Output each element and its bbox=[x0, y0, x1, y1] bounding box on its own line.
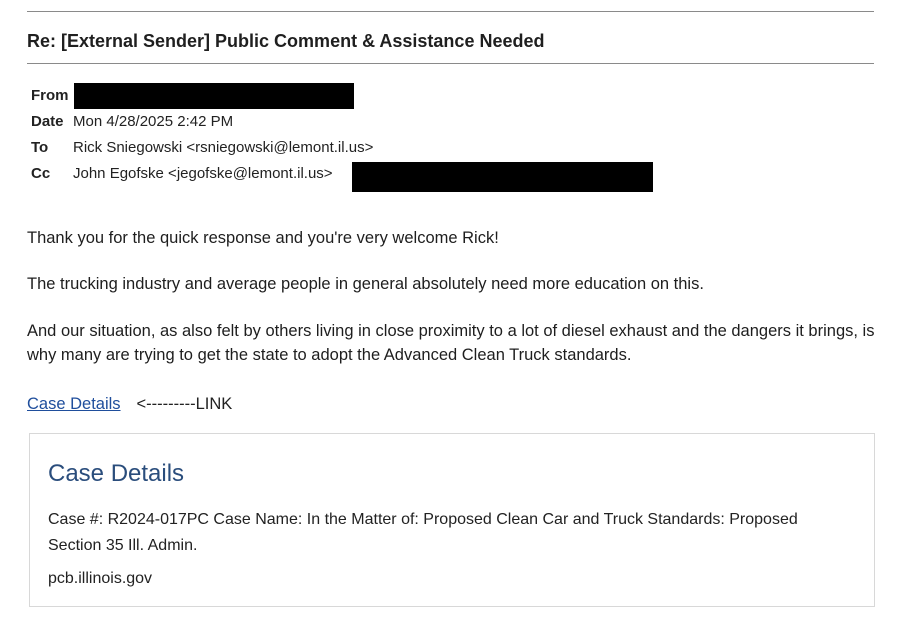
body-paragraph-2: The trucking industry and average people in general absolutely need more education on this. bbox=[27, 275, 704, 293]
link-preview-card[interactable] bbox=[29, 433, 875, 607]
link-line bbox=[27, 395, 232, 414]
date-label: Date bbox=[31, 113, 64, 130]
card-domain: pcb.illinois.gov bbox=[48, 570, 153, 587]
cc-label: Cc bbox=[31, 165, 51, 182]
body-paragraph-3: And our situation, as also felt by others living in close proximity to a lot of diesel exhaust and the dangers it brings, is why many are trying to get the state to adopt the Advanced Clean Truck standards. bbox=[27, 322, 875, 364]
to-recipient[interactable]: Rick Sniegowski <rsniegowski@lemont.il.us> bbox=[73, 139, 374, 156]
case-details-link[interactable]: Case Details bbox=[27, 395, 121, 413]
top-divider bbox=[27, 11, 874, 12]
cc-recipient[interactable]: John Egofske <jegofske@lemont.il.us> bbox=[73, 165, 333, 182]
from-label: From bbox=[31, 87, 69, 104]
subject-divider bbox=[27, 63, 874, 64]
to-label: To bbox=[31, 139, 49, 156]
cc-row bbox=[31, 165, 333, 182]
link-annotation: <---------LINK bbox=[136, 395, 233, 413]
from-row bbox=[31, 87, 73, 104]
email-subject: Re: [External Sender] Public Comment & Assistance Needed bbox=[27, 31, 545, 51]
to-row bbox=[31, 139, 373, 156]
card-title[interactable]: Case Details bbox=[48, 460, 185, 487]
redacted-sender bbox=[74, 83, 354, 109]
date-value: Mon 4/28/2025 2:42 PM bbox=[73, 113, 234, 130]
body-paragraph-1: Thank you for the quick response and you're very welcome Rick! bbox=[27, 229, 499, 247]
card-description: Case #: R2024-017PC Case Name: In the Matter of: Proposed Clean Car and Truck Standards: Proposed Section 35 Ill. Admin. bbox=[48, 511, 798, 554]
redacted-cc-recipients bbox=[352, 162, 653, 192]
date-row bbox=[31, 113, 233, 130]
